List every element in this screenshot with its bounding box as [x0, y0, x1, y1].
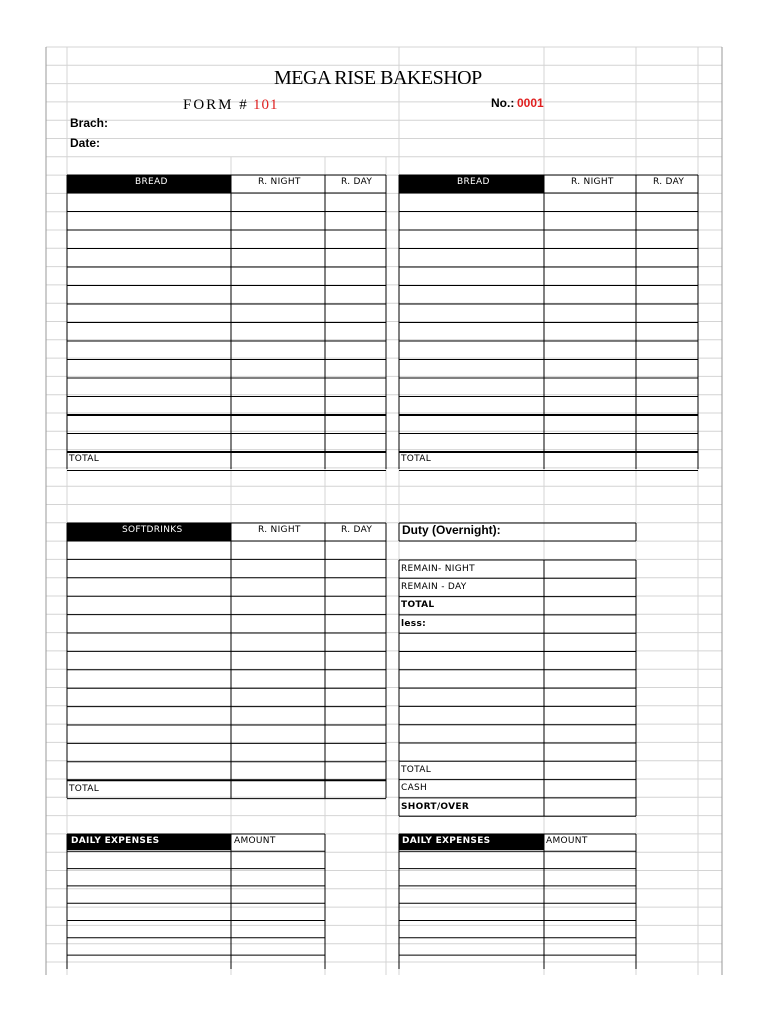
duty-bottom-total: TOTAL [401, 765, 432, 775]
duty-short-over: SHORT/OVER [401, 802, 470, 812]
duty-title: Duty (Overnight): [402, 523, 501, 537]
branch-label: Brach: [70, 116, 109, 130]
serial-number: 0001 [517, 96, 544, 110]
duty-less: less: [401, 619, 427, 629]
bread-total-right: TOTAL [401, 454, 432, 464]
rday-header-left: R. DAY [341, 177, 373, 187]
rnight-header-left: R. NIGHT [258, 177, 301, 187]
amount-header-right: AMOUNT [546, 836, 588, 846]
page-title: MEGA RISE BAKESHOP [274, 67, 482, 89]
duty-remain-day: REMAIN - DAY [401, 582, 467, 592]
serial-label: No.: [491, 96, 515, 110]
rday-header-right: R. DAY [653, 177, 685, 187]
form-label: FORM # [183, 97, 249, 113]
softdrinks-rnight-header: R. NIGHT [258, 525, 301, 535]
duty-total: TOTAL [401, 600, 435, 610]
softdrinks-total: TOTAL [69, 784, 100, 794]
duty-cash: CASH [401, 783, 428, 793]
softdrinks-header: SOFTDRINKS [122, 525, 183, 535]
softdrinks-rday-header: R. DAY [341, 525, 373, 535]
duty-remain-night: REMAIN- NIGHT [401, 564, 475, 574]
bread-header-right: BREAD [457, 177, 490, 187]
bread-header-left: BREAD [135, 177, 168, 187]
expenses-header-left: DAILY EXPENSES [71, 836, 160, 846]
rnight-header-right: R. NIGHT [571, 177, 614, 187]
form-number: 101 [253, 97, 279, 113]
date-label: Date: [70, 136, 101, 150]
expenses-header-right: DAILY EXPENSES [402, 836, 491, 846]
amount-header-left: AMOUNT [234, 836, 276, 846]
bread-total-left: TOTAL [69, 454, 100, 464]
